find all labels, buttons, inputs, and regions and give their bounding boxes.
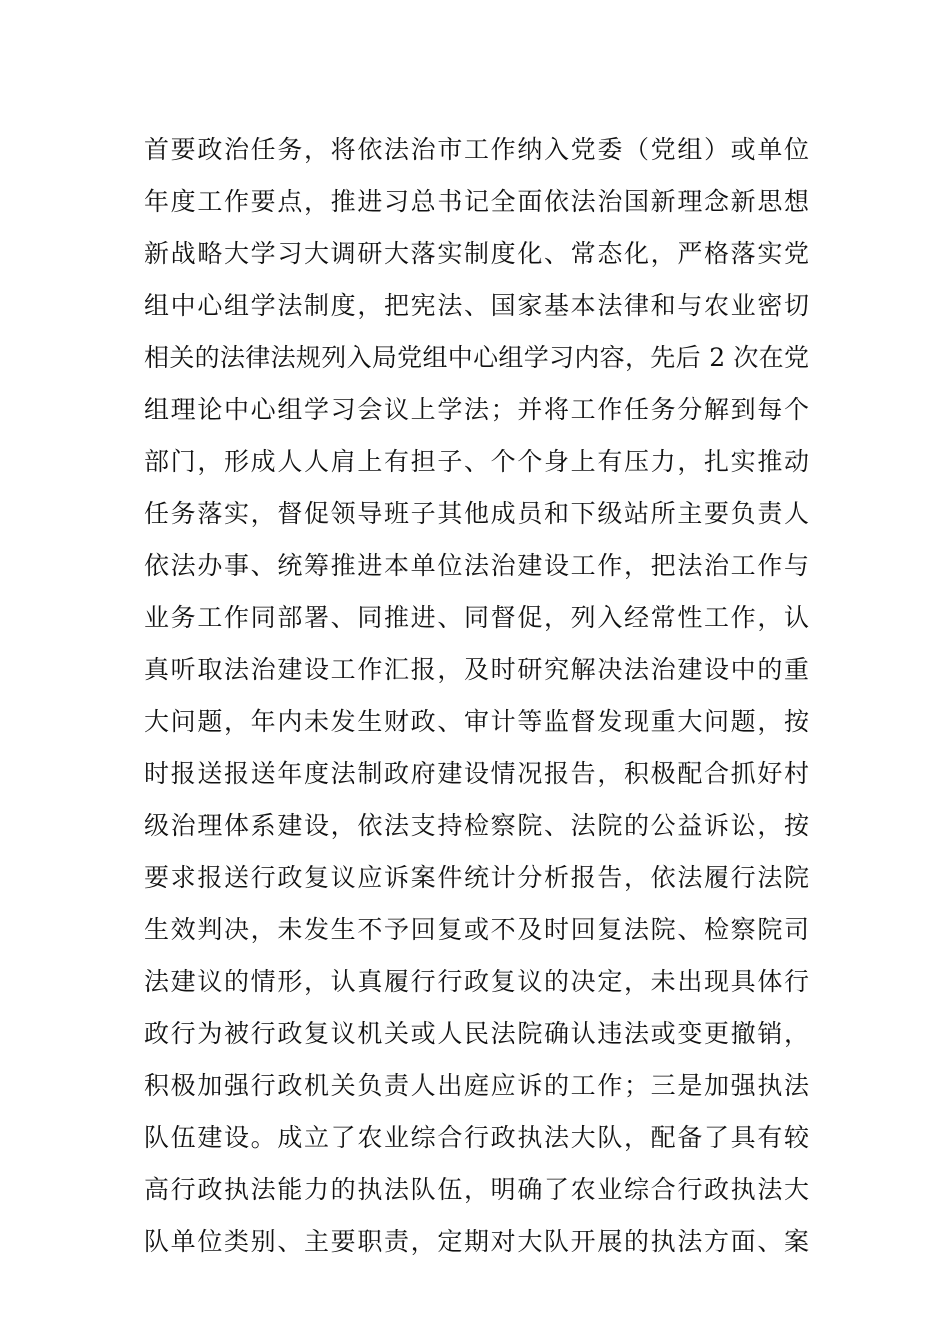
text-line: 时报送报送年度法制政府建设情况报告，积极配合抓好村 [144, 759, 809, 788]
body-paragraph [144, 124, 809, 1268]
text-line: 政行为被行政复议机关或人民法院确认违法或变更撤销， [144, 1019, 809, 1048]
text-line: 积极加强行政机关负责人出庭应诉的工作；三是加强执法 [144, 1071, 809, 1100]
text-line: 新战略大学习大调研大落实制度化、常态化，严格落实党 [144, 239, 809, 268]
text-line: 队伍建设。成立了农业综合行政执法大队，配备了具有较 [144, 1123, 809, 1152]
text-line: 真听取法治建设工作汇报，及时研究解决法治建设中的重 [144, 655, 809, 684]
text-line: 要求报送行政复议应诉案件统计分析报告，依法履行法院 [144, 863, 809, 892]
text-line: 队单位类别、主要职责，定期对大队开展的执法方面、案 [144, 1227, 809, 1256]
text-line: 高行政执法能力的执法队伍，明确了农业综合行政执法大 [144, 1175, 809, 1204]
text-line: 年度工作要点，推进习总书记全面依法治国新理念新思想 [144, 187, 809, 216]
text-line: 任务落实，督促领导班子其他成员和下级站所主要负责人 [144, 499, 809, 528]
text-line: 相关的法律法规列入局党组中心组学习内容，先后 2 次在党 [144, 343, 809, 372]
text-line: 依法办事、统筹推进本单位法治建设工作，把法治工作与 [144, 551, 809, 580]
text-line: 大问题，年内未发生财政、审计等监督发现重大问题，按 [144, 707, 809, 736]
text-line: 部门，形成人人肩上有担子、个个身上有压力，扎实推动 [144, 447, 809, 476]
text-line: 生效判决，未发生不予回复或不及时回复法院、检察院司 [144, 915, 809, 944]
text-line: 组中心组学法制度，把宪法、国家基本法律和与农业密切 [144, 291, 809, 320]
text-line: 组理论中心组学习会议上学法；并将工作任务分解到每个 [144, 395, 809, 424]
text-line: 业务工作同部署、同推进、同督促，列入经常性工作，认 [144, 603, 809, 632]
text-line: 首要政治任务，将依法治市工作纳入党委（党组）或单位 [144, 135, 809, 164]
text-line: 级治理体系建设，依法支持检察院、法院的公益诉讼，按 [144, 811, 809, 840]
text-line: 法建议的情形，认真履行行政复议的决定，未出现具体行 [144, 967, 809, 996]
